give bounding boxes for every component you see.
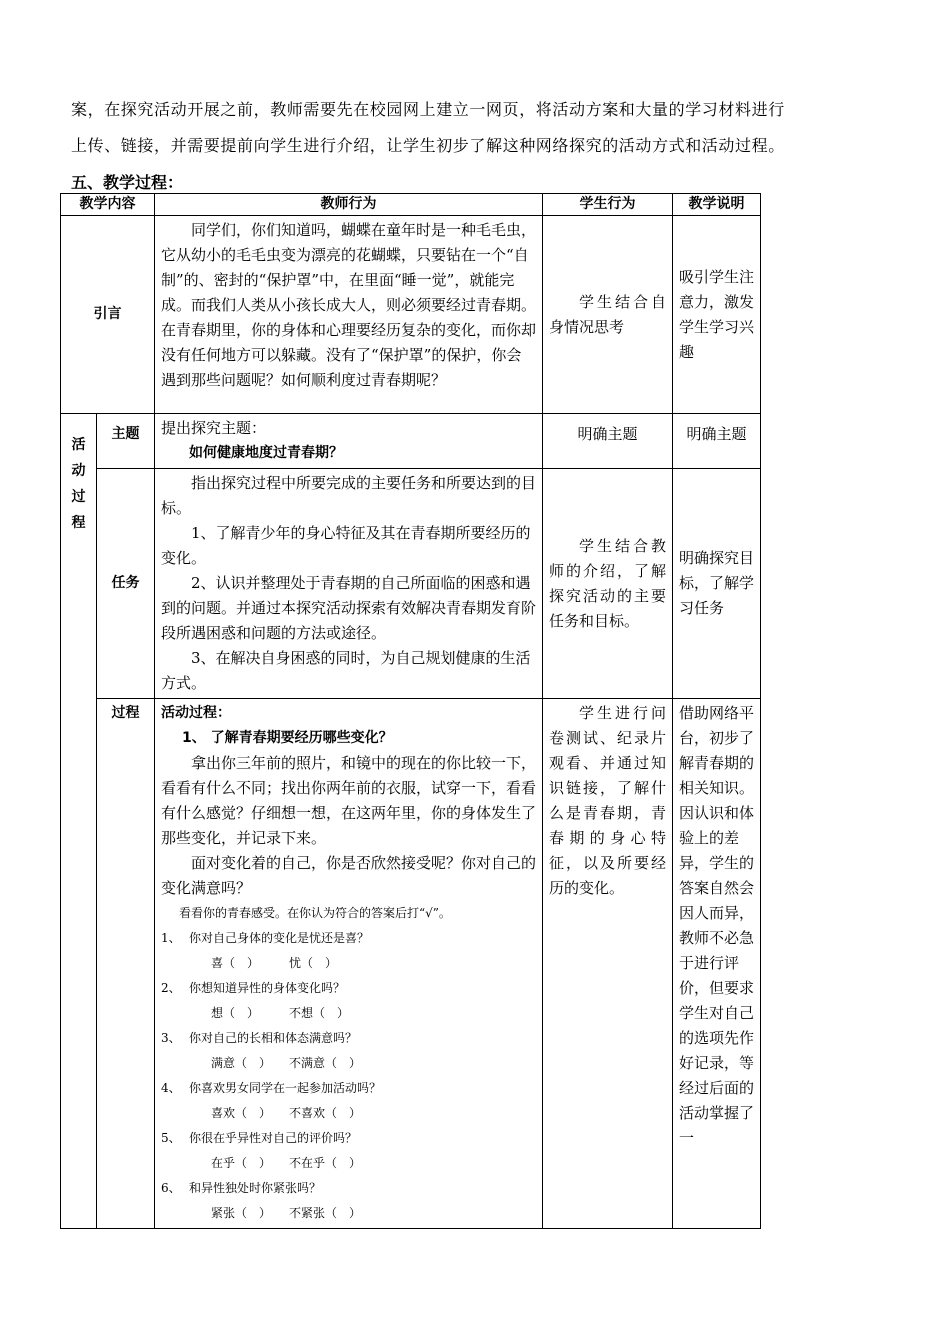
survey-q6-options[interactable]: 紧张（ ） 不紧张（ ） [211, 1206, 362, 1220]
survey-item [161, 1176, 536, 1226]
process-label: 过程 [97, 699, 155, 1229]
survey-item [161, 1076, 536, 1126]
process-heading: 活动过程： [161, 705, 231, 721]
survey-q1-options[interactable]: 喜（ ） 忧（ ） [211, 956, 338, 970]
theme-student-cell: 明确主题 [543, 414, 673, 469]
header-note: 教学说明 [673, 194, 761, 216]
task-teacher-p2: 1、了解青少年的身心特征及其在青春期所要经历的变化。 [161, 524, 531, 567]
process-teacher-cell [155, 699, 543, 1229]
survey-q5-options[interactable]: 在乎（ ） 不在乎（ ） [211, 1156, 362, 1170]
header-teacher: 教师行为 [155, 194, 543, 216]
process-note-cell: 借助网络平台，初步了解青春期的相关知识。因认识和体验上的差异，学生的答案自然会因人而异，教师不必急于进行评价，但要求学生对自己的选项先作好记录，等经过后面的活动掌握了一 [673, 699, 761, 1229]
intro-content-cell: 引言 [61, 216, 155, 414]
intro-note-cell: 吸引学生注意力，激发学生学习兴趣 [673, 216, 761, 414]
task-teacher-p1: 指出探究过程中所要完成的主要任务和所要达到的目标。 [161, 474, 537, 517]
survey-q3-num: 3、 [161, 1031, 181, 1045]
process-p1: 拿出你三年前的照片，和镜中的现在的你比较一下，看看有什么不同；找出你两年前的衣服，试穿一下，看看有什么感觉？仔细想一想，在这两年里，你的身体发生了那些变化，并记录下来。 [161, 754, 537, 847]
process-p2: 面对变化着的自己，你是否欣然接受呢？你对自己的变化满意吗？ [161, 854, 537, 897]
intro-teacher-cell [155, 216, 543, 414]
table-row-task [61, 469, 761, 699]
intro-student-text: 学生结合自身情况思考 [549, 292, 666, 336]
theme-note-cell: 明确主题 [673, 414, 761, 469]
intro-line-1: 案，在探究活动开展之前，教师需要先在校园网上建立一网页，将活动方案和大量的学习材料进行 [71, 100, 785, 119]
task-teacher-cell [155, 469, 543, 699]
survey-q1-text: 你对自己身体的变化是忧还是喜？ [189, 931, 370, 945]
intro-line-2: 上传、链接，并需要提前向学生进行介绍，让学生初步了解这种网络探究的活动方式和活动过程。 [71, 136, 785, 155]
survey-item [161, 1126, 536, 1176]
intro-paragraph [71, 92, 891, 164]
process-student-cell [543, 699, 673, 1229]
activity-process-text: 活动过程 [71, 437, 86, 531]
process-student-text: 学生进行问卷测试、纪录片观看、并通过知识链接，了解什么是青春期，青春期的身心特征，以及所要经历的变化。 [549, 704, 666, 897]
survey-intro: 看看你的青春感受。在你认为符合的答案后打“√”。 [179, 906, 451, 920]
survey-q2-options[interactable]: 想（ ） 不想（ ） [211, 1006, 350, 1020]
theme-teacher-line2: 如何健康地度过青春期？ [189, 445, 343, 461]
survey-q6-text: 和异性独处时你紧张吗？ [189, 1181, 322, 1195]
survey-item [161, 926, 536, 976]
header-content: 教学内容 [61, 194, 155, 216]
survey-q3-text: 你对自己的长相和体态满意吗？ [189, 1031, 358, 1045]
section-title: 五、教学过程： [71, 173, 184, 192]
survey-q4-text: 你喜欢男女同学在一起参加活动吗？ [189, 1081, 382, 1095]
table-row-intro [61, 216, 761, 414]
theme-teacher-line1: 提出探究主题： [161, 419, 267, 437]
theme-teacher-cell [155, 414, 543, 469]
survey-q5-num: 5、 [161, 1131, 181, 1145]
task-teacher-p3: 2、认识并整理处于青春期的自己所面临的困惑和遇到的问题。并通过本探究活动探索有效解决青春期发育阶段所遇困惑和问题的方法或途径。 [161, 574, 537, 642]
teaching-process-table [60, 193, 761, 1229]
activity-process-label [61, 414, 97, 1229]
theme-label: 主题 [97, 414, 155, 469]
header-student: 学生行为 [543, 194, 673, 216]
intro-student-cell [543, 216, 673, 414]
table-row-process [61, 699, 761, 1229]
survey-q5-text: 你很在乎异性对自己的评价吗？ [189, 1131, 358, 1145]
survey [161, 901, 536, 1226]
survey-q3-options[interactable]: 满意（ ） 不满意（ ） [211, 1056, 362, 1070]
task-label: 任务 [97, 469, 155, 699]
task-student-cell [543, 469, 673, 699]
survey-q1-num: 1、 [161, 931, 181, 945]
survey-item [161, 976, 536, 1026]
survey-q6-num: 6、 [161, 1181, 181, 1195]
process-step1: 1、 了解青春期要经历哪些变化？ [182, 730, 393, 746]
task-teacher-p4: 3、在解决自身困惑的同时，为自己规划健康的生活方式。 [161, 649, 531, 692]
task-note-cell: 明确探究目标，了解学习任务 [673, 469, 761, 699]
intro-teacher-text: 同学们，你们知道吗，蝴蝶在童年时是一种毛毛虫，它从幼小的毛毛虫变为漂亮的花蝴蝶，只要钻在一个“自制”的、密封的“保护罩”中，在里面“睡一觉”，就能完成。而我们人类从小孩长成大人，则必须要经过青春期。在青春期里，你的身体和心理要经历复杂的变化，而你却没有任何地方可以躲藏。没有了“保护罩”的保护，你会遇到那些问题呢？如何顺利度过青春期呢？ [161, 221, 537, 389]
survey-q4-options[interactable]: 喜欢（ ） 不喜欢（ ） [211, 1106, 362, 1120]
survey-q2-num: 2、 [161, 981, 181, 995]
survey-q2-text: 你想知道异性的身体变化吗？ [189, 981, 346, 995]
task-student-text: 学生结合教师的介绍，了解探究活动的主要任务和目标。 [549, 536, 666, 630]
survey-q4-num: 4、 [161, 1081, 181, 1095]
table-header-row [61, 194, 761, 216]
table-row-theme [61, 414, 761, 469]
survey-item [161, 1026, 536, 1076]
